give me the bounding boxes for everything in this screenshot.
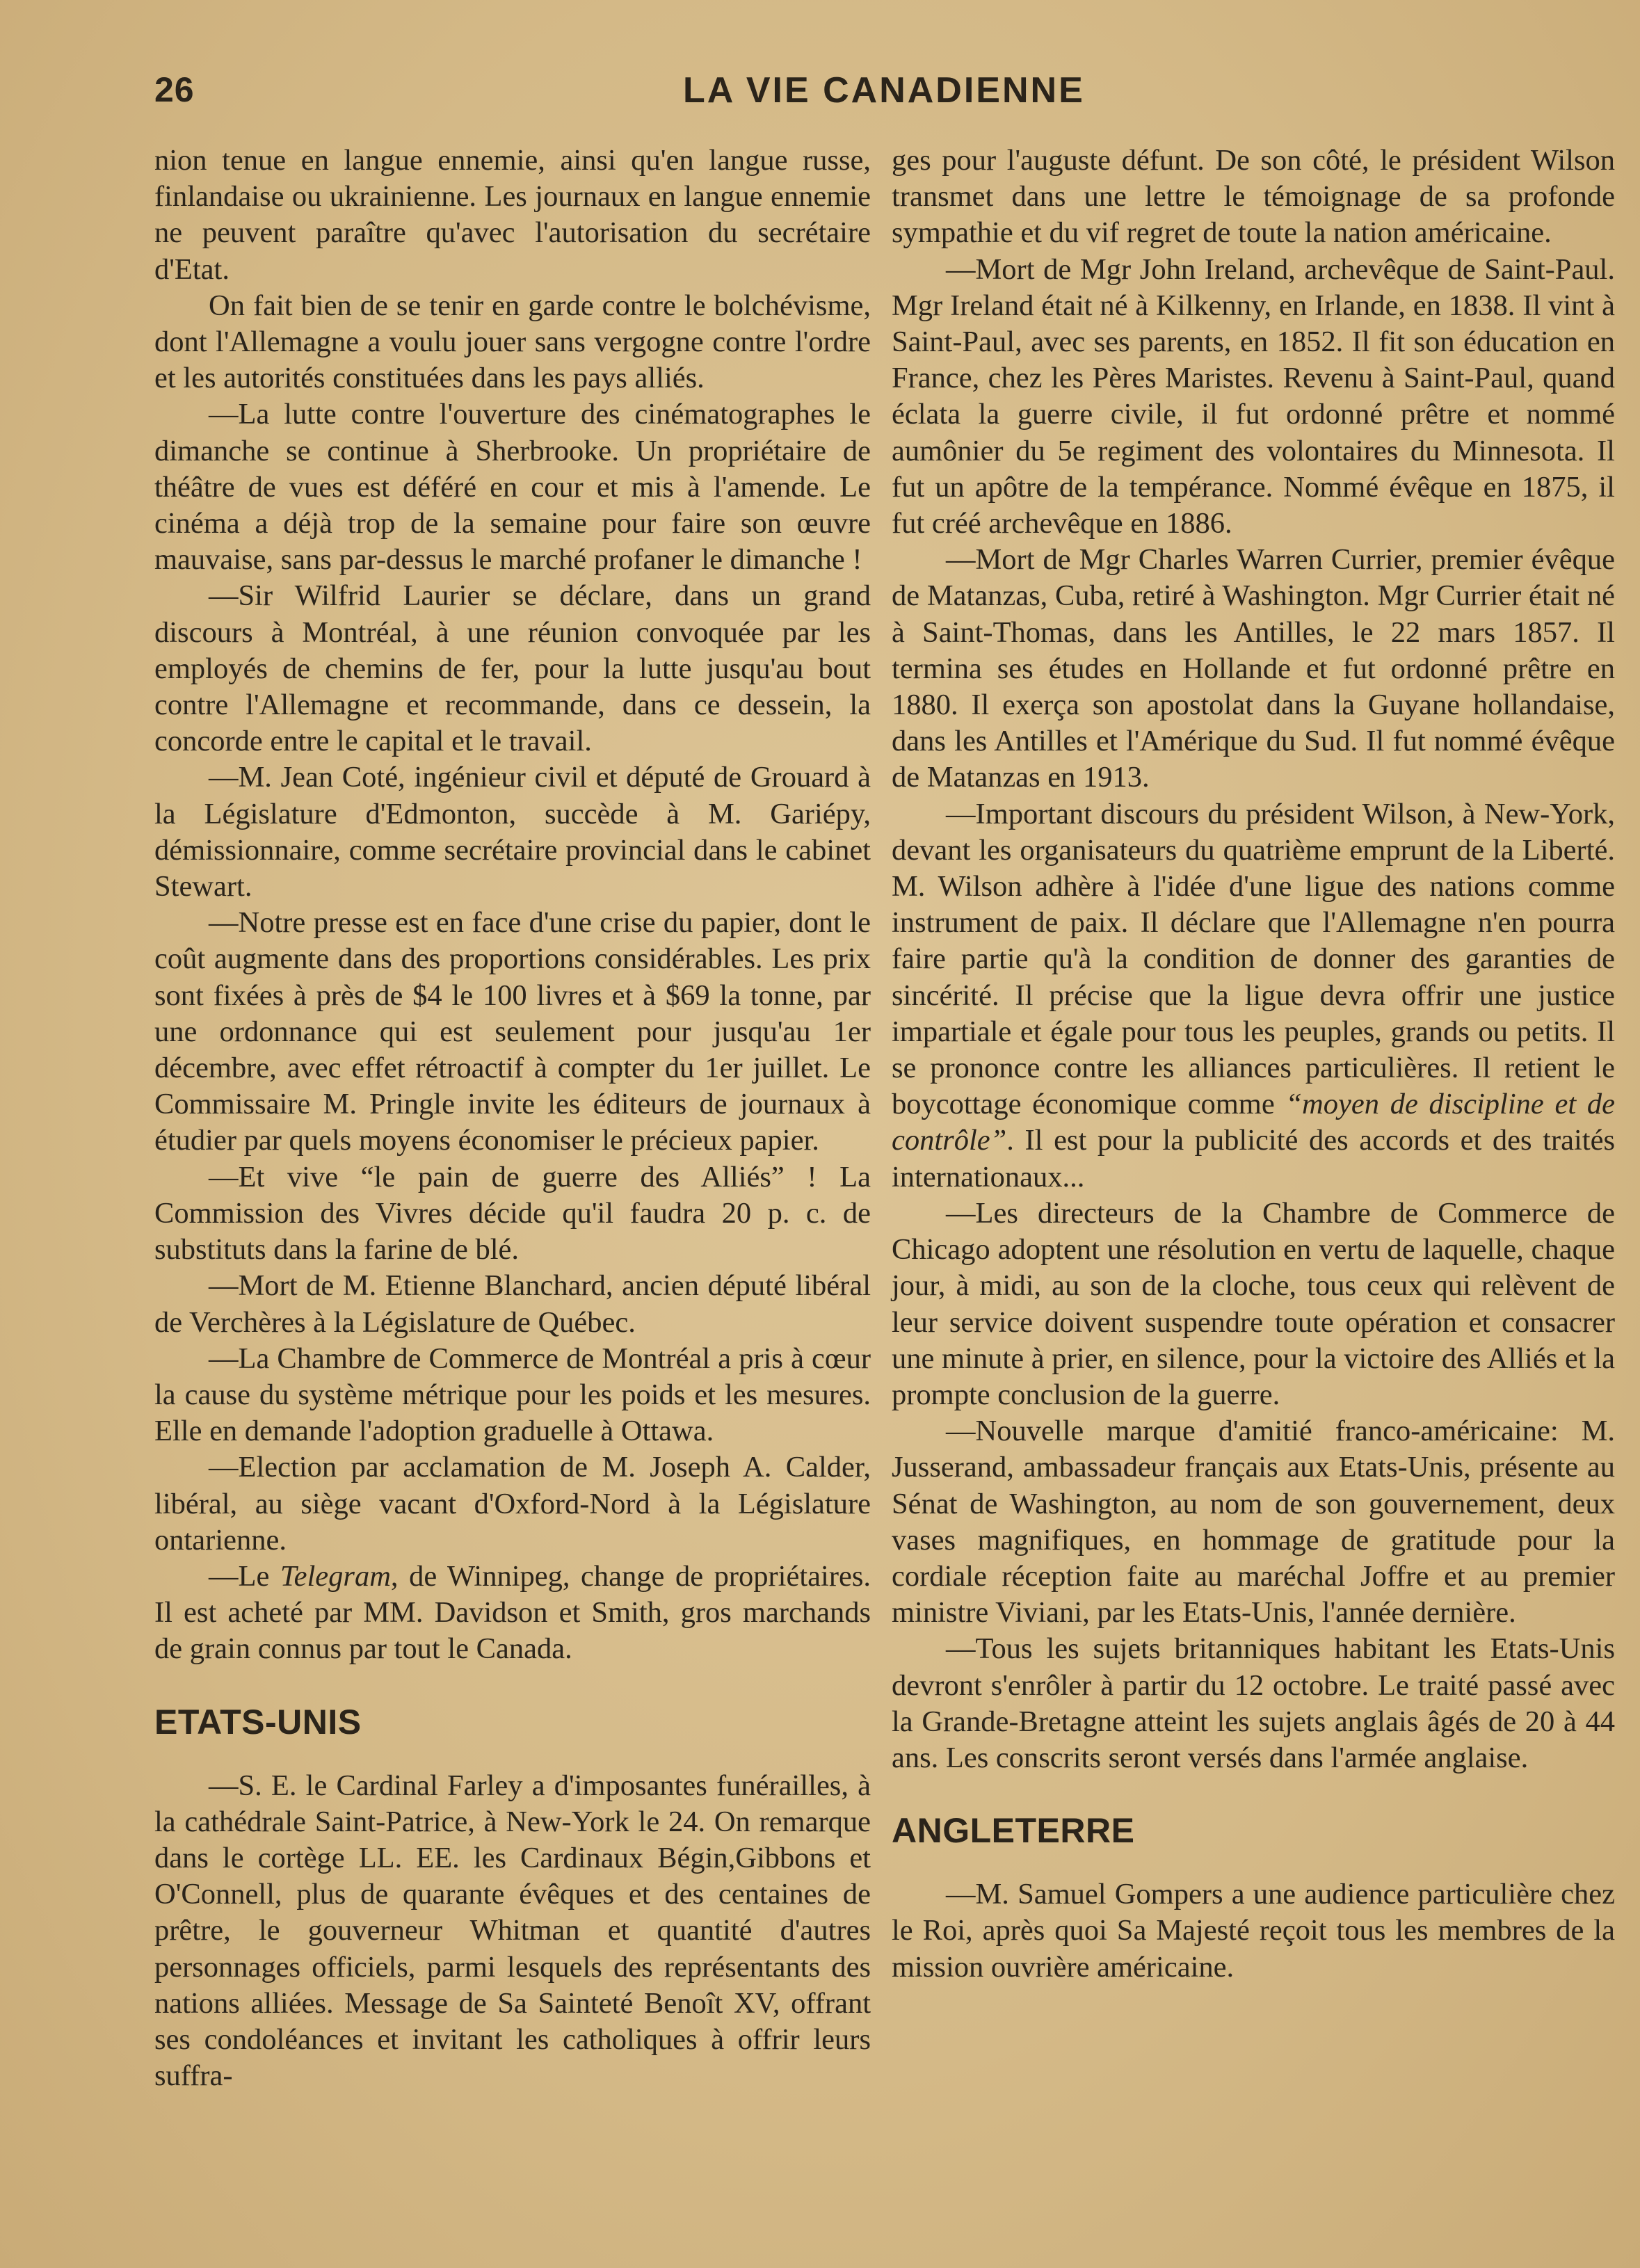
news-item [154, 1559, 871, 1668]
news-item: —Election par acclamation de M. Joseph A. Calder, libéral, au siège vacant d'Oxford-Nord à la Législature ontarienne. [154, 1451, 871, 1557]
right-column [892, 143, 1615, 1986]
text-run: —Le [209, 1559, 280, 1593]
text-run: . Il est pour la publicité des accords et des traités internationaux... [892, 1124, 1615, 1193]
news-item: —Tous les sujets britanniques habitant les Etats-Unis devront s'enrôler à partir du 12 octobre. Le traité passé avec la Grande-Bretagne atteint les sujets anglais âgés de 20 à 44 ans. Les conscrits seront versés dans l'armée anglaise. [892, 1632, 1615, 1774]
paragraph: nion tenue en langue ennemie, ainsi qu'en langue russe, finlandaise ou ukrainienne. Les journaux en langue ennemie ne peuvent paraître qu'avec l'autorisation du secrétaire d'Etat. [154, 144, 871, 286]
section-heading-etats-unis: ETATS-UNIS [154, 1702, 362, 1742]
news-item: —M. Jean Coté, ingénieur civil et député de Grouard à la Législature d'Edmonton, succède à M. Gariépy, démissionnaire, comme secrétaire provincial dans le cabinet Stewart. [154, 761, 871, 903]
news-item: —M. Samuel Gompers a une audience particulière chez le Roi, après quoi Sa Majesté reçoit tous les membres de la mission ouvrière américaine. [892, 1878, 1615, 1984]
news-item: —Mort de Mgr John Ireland, archevêque de Saint-Paul. Mgr Ireland était né à Kilkenny, en Irlande, en 1838. Il vint à Saint-Paul, avec ses parents, en 1852. Il fit son éducation en France, chez les Pères Maristes. Revenu à Saint-Paul, quand éclata la guerre civile, il fut ordonné prêtre et nommé aumônier du 5e regiment des volontaires du Minnesota. Il fut un apôtre de la tempérance. Nommé évêque en 1875, il fut créé archevêque en 1886. [892, 252, 1615, 540]
news-item: —Nouvelle marque d'amitié franco-américaine: M. Jusserand, ambassadeur français aux Etats-Unis, présente au Sénat de Washington, au nom de son gouvernement, deux vases magnifiques, en hommage de gratitude pour la cordiale réception faite au maréchal Joffre et au premier ministre Viviani, par les Etats-Unis, l'année dernière. [892, 1415, 1615, 1630]
newspaper-name: Telegram [280, 1559, 391, 1593]
page-number: 26 [154, 70, 195, 109]
news-item: —Notre presse est en face d'une crise du papier, dont le coût augmente dans des proportions considérables. Les prix sont fixées à près de $4 le 100 livres et à $69 la tonne, par une ordonnance qui est seulement pour jusqu'au 1er décembre, avec effet rétroactif à compter du 1er juillet. Le Commissaire M. Pringle invite les éditeurs de journaux à étudier par quels moyens économiser le précieux papier. [154, 906, 871, 1157]
news-item: —Mort de Mgr Charles Warren Currier, premier évêque de Matanzas, Cuba, retiré à Washington. Mgr Currier était né à Saint-Thomas, dans les Antilles, le 22 mars 1857. Il termina ses études en Hollande et fut ordonné prêtre en 1880. Il exerça son apostolat dans la Guyane hollandaise, dans les Antilles et l'Amérique du Sud. Il fut nommé évêque de Matanzas en 1913. [892, 543, 1615, 794]
journal-title: LA VIE CANADIENNE [683, 70, 1085, 111]
news-item [892, 796, 1615, 1196]
left-column [154, 143, 871, 2094]
news-item: —Sir Wilfrid Laurier se déclare, dans un grand discours à Montréal, à une réunion convoquée par les employés de chemins de fer, pour la lutte jusqu'au bout contre l'Allemagne et recommande, dans ce dessein, la concorde entre le capital et le travail. [154, 579, 871, 758]
news-item: —La lutte contre l'ouverture des cinématographes le dimanche se continue à Sherbrooke. Un propriétaire de théâtre de vues est déféré en cour et mis à l'amende. Le cinéma a déjà trop de la semaine pour faire son œuvre mauvaise, sans par-dessus le marché profaner le dimanche ! [154, 398, 871, 577]
news-item: —S. E. le Cardinal Farley a d'imposantes funérailles, à la cathédrale Saint-Patrice, à New-York le 24. On remarque dans le cortège LL. EE. les Cardinaux Bégin,Gibbons et O'Connell, plus de quarante évêques et des centaines de prêtre, le gouverneur Whitman et quantité d'autres personnages officiels, parmi lesquels des représentants des nations alliées. Message de Sa Sainteté Benoît XV, offrant ses condoléances et invitant les catholiques à offrir leurs suffra- [154, 1769, 871, 2093]
news-item: —Mort de M. Etienne Blanchard, ancien député libéral de Verchères à la Législature de Québec. [154, 1269, 871, 1339]
text-run: , de Winnipeg, change de propriétaires. Il est acheté par MM. Davidson et Smith, gros marchands de grain connus par tout le Canada. [154, 1559, 871, 1666]
paragraph: ges pour l'auguste défunt. De son côté, le président Wilson transmet dans une lettre le témoignage de sa profonde sympathie et du vif regret de toute la nation américaine. [892, 144, 1615, 250]
news-item: —Et vive “le pain de guerre des Alliés” ! La Commission des Vivres décide qu'il faudra 20 p. c. de substituts dans la farine de blé. [154, 1160, 871, 1266]
news-item: —La Chambre de Commerce de Montréal a pris à cœur la cause du système métrique pour les poids et les mesures. Elle en demande l'adoption graduelle à Ottawa. [154, 1342, 871, 1448]
section-heading-angleterre: ANGLETERRE [892, 1811, 1135, 1851]
paragraph: On fait bien de se tenir en garde contre le bolchévisme, dont l'Allemagne a voulu jouer sans vergogne contre l'ordre et les autorités constituées dans les pays alliés. [154, 289, 871, 395]
page-header [154, 70, 1529, 118]
text-run: —Important discours du président Wilson, à New-York, devant les organisateurs du quatrième emprunt de la Liberté. M. Wilson adhère à l'idée d'une ligue des nations comme instrument de paix. Il déclare que l'Allemagne n'en pourra faire partie qu'à la condition de donner des garanties de sincérité. Il précise que la ligue devra offrir une justice impartiale et égale pour tous les peuples, grands ou petits. Il se prononce contre les alliances particulières. Il retient le boycottage économique comme [892, 797, 1615, 1121]
news-item: —Les directeurs de la Chambre de Commerce de Chicago adoptent une résolution en vertu de laquelle, chaque jour, à midi, au son de la cloche, tous ceux qui relèvent de leur service doivent suspendre toute opération et consacrer une minute à prier, en silence, pour la victoire des Alliés et la prompte conclusion de la guerre. [892, 1196, 1615, 1411]
quoted-phrase: “moyen de discipline et de contrôle” [892, 1088, 1615, 1157]
